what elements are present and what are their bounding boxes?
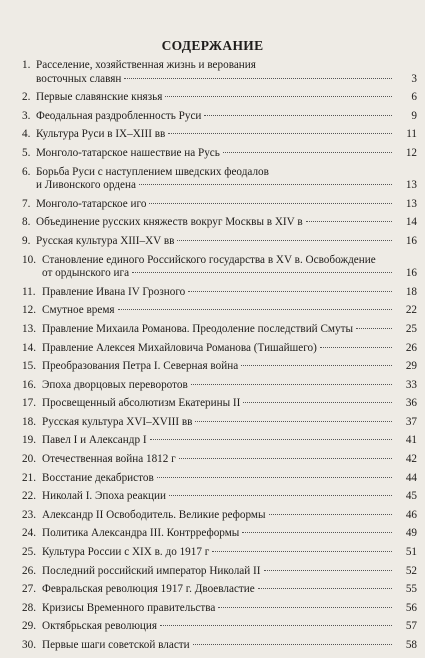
dot-leader — [118, 309, 392, 310]
dot-leader — [320, 347, 392, 348]
dot-leader — [243, 402, 392, 403]
entry-page-number: 58 — [405, 639, 417, 651]
dot-leader — [218, 607, 392, 608]
entry-number: 19. — [22, 434, 36, 447]
toc-entry — [22, 583, 417, 597]
entry-page-number: 16 — [405, 234, 417, 247]
dot-leader — [264, 570, 393, 571]
entry-title: Правление Алексея Михайловича Романова (Тишайшего) — [42, 341, 317, 354]
entry-page-number: 9 — [411, 109, 417, 122]
toc-entry — [22, 490, 417, 504]
dot-leader — [157, 477, 392, 478]
entry-number: 15. — [22, 360, 36, 373]
entry-page-number: 56 — [405, 601, 417, 614]
entry-title: Культура России с XIX в. до 1917 г — [42, 546, 210, 559]
entry-page-number: 25 — [405, 322, 417, 335]
toc-entry — [22, 323, 417, 337]
entry-page-number: 33 — [405, 378, 417, 391]
entry-number: 12. — [22, 304, 36, 317]
entry-page-number: 18 — [405, 285, 417, 298]
entry-number: 21. — [22, 471, 36, 484]
entry-page-number: 51 — [405, 546, 417, 559]
entry-title: Александр II Освободитель. Великие реформы — [42, 508, 266, 521]
entry-page-number: 55 — [405, 583, 417, 596]
dot-leader — [269, 514, 392, 515]
entry-page-number: 3 — [411, 72, 417, 85]
entry-number: 29. — [22, 620, 36, 633]
entry-title: Павел I и Александр I — [42, 434, 147, 447]
toc-entry — [22, 235, 417, 249]
dot-leader — [258, 588, 392, 589]
entry-title: Объединение русских княжеств вокруг Москвы в XIV в — [36, 216, 303, 229]
dot-leader — [168, 133, 392, 134]
entry-page-number: 13 — [405, 179, 417, 192]
entry-title: Первые славянские князья — [36, 91, 163, 104]
entry-title: Преобразования Петра I. Северная война — [42, 360, 239, 373]
toc-entry — [22, 254, 417, 281]
entry-title: Русская культура XIII–XV вв — [36, 234, 175, 247]
entry-page-number: 26 — [405, 341, 417, 354]
entry-page-number: 22 — [405, 304, 417, 317]
entry-title: Монголо-татарское иго — [36, 197, 147, 210]
entry-title: Октябрьская революция — [42, 620, 158, 633]
entry-page-number: 45 — [405, 490, 417, 503]
entry-title: Становление единого Российского государства в XV в. Освобождение — [42, 253, 376, 266]
toc-entry — [22, 379, 417, 393]
toc-entry — [22, 620, 417, 634]
entry-page-number: 11 — [406, 128, 417, 141]
dot-leader — [160, 625, 392, 626]
entry-title: Расселение, хозяйственная жизнь и верования — [36, 59, 256, 71]
entry-number: 30. — [22, 639, 36, 651]
dot-leader — [124, 78, 392, 79]
entry-page-number: 12 — [405, 146, 417, 159]
dot-leader — [193, 644, 392, 645]
table-of-contents — [22, 59, 417, 658]
toc-entry — [22, 216, 417, 230]
entry-number: 9. — [22, 234, 31, 247]
toc-entry — [22, 286, 417, 300]
toc-entry — [22, 546, 417, 560]
entry-number: 8. — [22, 216, 31, 229]
toc-entry — [22, 166, 417, 193]
entry-number: 17. — [22, 397, 36, 410]
dot-leader — [306, 221, 392, 222]
entry-title: Русская культура XVI–XVIII вв — [42, 415, 193, 428]
toc-entry — [22, 397, 417, 411]
entry-title: Политика Александра III. Контрреформы — [42, 527, 240, 540]
entry-page-number: 36 — [405, 397, 417, 410]
entry-title: восточных славян — [36, 72, 122, 85]
dot-leader — [188, 291, 392, 292]
toc-entry — [22, 342, 417, 356]
toc-entry — [22, 527, 417, 541]
toc-entry — [22, 59, 417, 86]
entry-title: Правление Михаила Романова. Преодоление последствий Смуты — [42, 322, 354, 335]
entry-number: 14. — [22, 341, 36, 354]
entry-number: 27. — [22, 583, 36, 596]
entry-number: 25. — [22, 546, 36, 559]
toc-entry — [22, 602, 417, 616]
toc-entry — [22, 416, 417, 430]
entry-title: Кризисы Временного правительства — [42, 601, 216, 614]
toc-entry — [22, 91, 417, 105]
entry-number: 3. — [22, 109, 31, 122]
toc-entry — [22, 198, 417, 212]
entry-page-number: 49 — [405, 527, 417, 540]
entry-page-number: 37 — [405, 415, 417, 428]
entry-number: 23. — [22, 508, 36, 521]
entry-number: 24. — [22, 527, 36, 540]
entry-page-number: 42 — [405, 453, 417, 466]
dot-leader — [169, 495, 392, 496]
entry-title: Последний российский император Николай II — [42, 564, 261, 577]
entry-title: Монголо-татарское нашествие на Русь — [36, 146, 220, 159]
toc-entry — [22, 304, 417, 318]
entry-page-number: 41 — [405, 434, 417, 447]
entry-number: 1. — [22, 59, 31, 71]
entry-title: Восстание декабристов — [42, 471, 154, 484]
entry-number: 26. — [22, 564, 36, 577]
entry-number: 20. — [22, 453, 36, 466]
entry-number: 16. — [22, 378, 36, 391]
entry-number: 28. — [22, 601, 36, 614]
toc-entry — [22, 110, 417, 124]
entry-title: Культура Руси в IX–XIII вв — [36, 128, 166, 141]
entry-number: 22. — [22, 490, 36, 503]
toc-entry — [22, 509, 417, 523]
entry-title: Эпоха дворцовых переворотов — [42, 378, 188, 391]
dot-leader — [242, 532, 392, 533]
entry-page-number: 13 — [405, 197, 417, 210]
dot-leader — [149, 203, 392, 204]
entry-page-number: 14 — [405, 216, 417, 229]
toc-entry — [22, 434, 417, 448]
dot-leader — [212, 551, 392, 552]
dot-leader — [241, 365, 392, 366]
toc-entry — [22, 565, 417, 579]
entry-number: 4. — [22, 128, 31, 141]
dot-leader — [177, 240, 392, 241]
dot-leader — [356, 328, 392, 329]
dot-leader — [165, 96, 392, 97]
toc-entry — [22, 472, 417, 486]
entry-page-number: 44 — [405, 471, 417, 484]
dot-leader — [223, 152, 392, 153]
entry-title: Просвещенный абсолютизм Екатерины II — [42, 397, 241, 410]
toc-entry — [22, 360, 417, 374]
toc-entry — [22, 639, 417, 653]
page-title: СОДЕРЖАНИЕ — [161, 38, 264, 53]
entry-title: Первые шаги советской власти — [42, 639, 190, 651]
dot-leader — [195, 421, 392, 422]
entry-title: Николай I. Эпоха реакции — [42, 490, 166, 503]
entry-number: 13. — [22, 322, 36, 335]
dot-leader — [139, 184, 392, 185]
entry-page-number: 52 — [405, 564, 417, 577]
toc-entry — [22, 453, 417, 467]
entry-number: 7. — [22, 197, 31, 210]
entry-title: Смутное время — [42, 304, 115, 317]
dot-leader — [132, 272, 392, 273]
entry-title: Февральская революция 1917 г. Двоевластие — [42, 583, 255, 596]
entry-title: Борьба Руси с наступлением шведских феодалов — [36, 165, 269, 178]
entry-title: от ордынского ига — [42, 267, 130, 280]
entry-page-number: 46 — [405, 508, 417, 521]
entry-title: Отечественная война 1812 г — [42, 453, 176, 466]
dot-leader — [179, 458, 392, 459]
entry-number: 10. — [22, 253, 36, 266]
entry-number: 6. — [22, 165, 31, 178]
entry-page-number: 6 — [411, 91, 417, 104]
toc-entry — [22, 128, 417, 142]
entry-page-number: 16 — [405, 267, 417, 280]
entry-page-number: 57 — [405, 620, 417, 633]
toc-entry — [22, 147, 417, 161]
dot-leader — [150, 439, 392, 440]
entry-number: 5. — [22, 146, 31, 159]
entry-number: 2. — [22, 91, 31, 104]
entry-title: Феодальная раздробленность Руси — [36, 109, 202, 122]
dot-leader — [204, 115, 392, 116]
entry-title: Правление Ивана IV Грозного — [42, 285, 186, 298]
entry-number: 11. — [22, 285, 36, 298]
entry-page-number: 29 — [405, 360, 417, 373]
entry-number: 18. — [22, 415, 36, 428]
dot-leader — [191, 384, 392, 385]
entry-title: и Ливонского ордена — [36, 179, 136, 192]
